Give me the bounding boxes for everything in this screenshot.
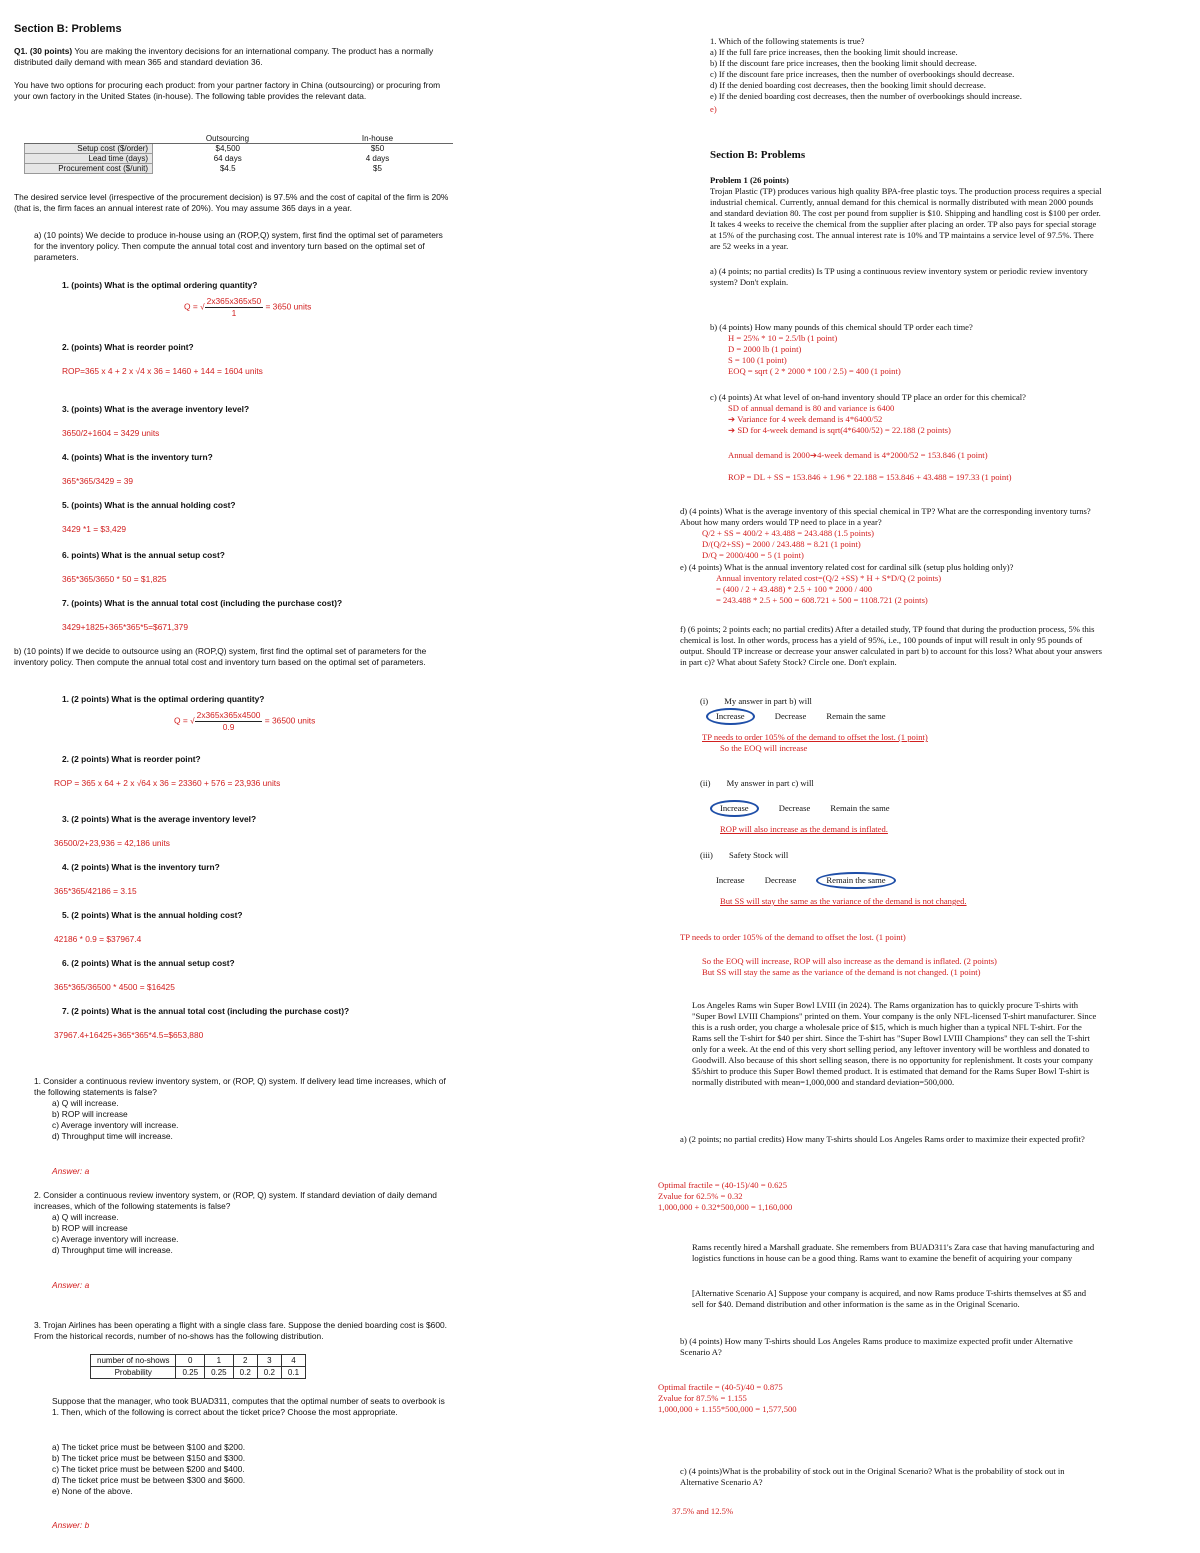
answer-line: So the EOQ will increase [720,743,808,753]
part-c-answer [728,403,951,436]
part-c-answer-3: ROP = DL + SS = 153.846 + 1.96 * 22.188 = 153.846 + 43.488 = 197.33 (1 point) [728,472,1012,482]
fi-choice-increase[interactable]: Increase [706,708,755,725]
part-f-summary-2 [702,956,997,978]
a1-numerator: 2x365x365x50 [206,296,262,306]
list-item: c) Average inventory will increase. [52,1234,179,1244]
a6-answer: 365*365/3650 * 50 = $1,825 [62,574,167,584]
a1-result: = 3650 units [265,301,312,312]
answer-line: ➔ Variance for 4 week demand is 4*6400/52 [728,414,883,424]
table-cell: 4 days [365,154,390,163]
a6-question: 6. points) What is the annual setup cost? [62,550,225,560]
a3-question: 3. (points) What is the average inventory level? [62,404,250,414]
a2-question: 2. (points) What is reorder point? [62,342,194,352]
table-cell: Setup cost ($/order) [25,144,153,154]
rams-part-c-answer: 37.5% and 12.5% [672,1506,734,1516]
fi-choices [706,708,904,725]
table-cell: 2 [233,1355,257,1367]
answer-line: Annual inventory related cost=(Q/2 +SS) * H + S*D/Q (2 points) [716,573,942,583]
fi-choice-remain[interactable]: Remain the same [826,711,886,721]
tf-question-title: 1. Which of the following statements is true? [710,36,865,46]
fii-choice-remain[interactable]: Remain the same [830,803,890,813]
service-level-text: The desired service level (irrespective of the procurement decision) is 97.5% and the cost of capital of the firm is 20% (that is, the firm faces an annual interest rate of 20%). You may assume 365 days in a year. [14,192,449,213]
answer-line: 1,000,000 + 1.155*500,000 = 1,577,500 [658,1404,797,1414]
table-cell: Lead time (days) [25,154,153,164]
part-a-text: a) (10 points) We decide to produce in-house using an (ROP,Q) system, first find the optimal set of parameters for the inventory policy. Then compute the annual total cost and inventory turn based on the optimal set of parameters. [34,230,443,262]
b3-question: 3. (2 points) What is the average inventory level? [62,814,257,824]
list-item: d) Throughput time will increase. [52,1245,173,1255]
part-b-text: b) (10 points) If we decide to outsource using an (ROP,Q) system, first find the optimal set of parameters for the inventory policy. Then compute the annual total cost and inventory turn based on the optimal set of parameters. [14,646,427,667]
marshall-text: Rams recently hired a Marshall graduate. She remembers from BUAD311's Zara case that having manufacturing and logistics functions in house can be a good thing. Rams want to examine the benefit of acquiring your company [692,1242,1095,1263]
list-item: c) If the discount fare price increases, then the number of overbookings should decrease. [710,69,1015,79]
table-cell: 0.25 [176,1367,205,1379]
list-item: b) ROP will increase [52,1223,128,1233]
part-c-answer-2: Annual demand is 2000➔4-week demand is 4*2000/52 = 153.846 (1 point) [728,450,988,460]
table-cell: 64 days [213,154,242,163]
rams-part-c: c) (4 points)What is the probability of stock out in the Original Scenario? What is the probability of stock out in Alternative Scenario A? [680,1466,1065,1487]
table-cell: number of no-shows [91,1355,176,1367]
alt-scenario-text: [Alternative Scenario A] Suppose your company is acquired, and now Rams produce T-shirts themselves at $5 and sell for $40. Demand distribution and other information is the same as in the Original Scenario. [692,1288,1087,1309]
fiii-choice-increase[interactable]: Increase [716,875,745,885]
table-cell: $4,500 [215,144,240,154]
list-item: b) ROP will increase [52,1109,128,1119]
list-item: e) If the denied boarding cost decreases, then the number of overbookings should increase. [710,91,1022,101]
part-e-answer [716,573,941,606]
fi-question: My answer in part b) will [724,696,812,706]
fiii-answer: But SS will stay the same as the variance of the demand is not changed. [720,896,967,906]
table-cell: Procurement cost ($/unit) [25,164,153,174]
problem1-part-e: e) (4 points) What is the annual inventory related cost for cardinal silk (setup plus holding only)? [680,562,1014,572]
b2-answer: ROP = 365 x 64 + 2 x √64 x 36 = 23360 + 576 = 23,936 units [54,778,281,788]
problem1-part-a: a) (4 points; no partial credits) Is TP using a continuous review inventory system or periodic review inventory system? Don't explain. [710,266,1088,287]
answer-line: = 243.488 * 2.5 + 500 = 608.721 + 500 = 1108.721 (2 points) [716,595,928,605]
b1-numerator: 2x365x365x4500 [196,710,261,720]
problem1-part-f: f) (6 points; 2 points each; no partial credits) After a detailed study, TP found that during the production process, 5% this chemical is lost. In other words, process has a yield of 95%, i.e., 100 pounds of input will result in only 95 pounds of output. Should TP increase or decrease your answer calculated in part b) to account for this loss? What about your answers in part c)? What about Safety Stock? Circle one. Don't explain. [680,624,1103,667]
rams-part-b: b) (4 points) How many T-shirts should Los Angeles Rams produce to maximize expected profit under Alternative Scenario A? [680,1336,1073,1357]
b2-question: 2. (2 points) What is reorder point? [62,754,201,764]
answer-line: EOQ = sqrt ( 2 * 2000 * 100 / 2.5) = 400 (1 point) [728,366,901,376]
table-cell: $5 [373,164,382,173]
table-header: Outsourcing [153,134,303,144]
b3-answer: 36500/2+23,936 = 42,186 units [54,838,170,848]
answer-line: Optimal fractile = (40-5)/40 = 0.875 [658,1382,783,1392]
q1-options-text: You have two options for procuring each product: from your partner factory in China (outsourcing) or procuring from your own factory in the United States (in-house). The following table provides the relevant data. [14,80,441,101]
b6-answer: 365*365/36500 * 4500 = $16425 [54,982,175,992]
answer-line: But SS will stay the same as the variance of the demand is not changed. (1 point) [702,967,981,977]
fi-answer [702,732,928,754]
mc3-question: 3. Trojan Airlines has been operating a flight with a single class fare. Suppose the denied boarding cost is $600. From the historical records, number of no-shows has the following distribution. [34,1320,447,1341]
b4-answer: 365*365/42186 = 3.15 [54,886,137,896]
a4-answer: 365*365/3429 = 39 [62,476,134,486]
fiii-label: (iii) [700,850,713,860]
list-item: c) Average inventory will increase. [52,1120,179,1130]
fii-answer: ROP will also increase as the demand is inflated. [720,824,888,834]
b1-result: = 36500 units [264,715,316,726]
a7-question: 7. (points) What is the annual total cost (including the purchase cost)? [62,598,343,608]
a2-answer: ROP=365 x 4 + 2 x √4 x 36 = 1460 + 144 = 1604 units [62,366,263,376]
right-section-title: Section B: Problems [710,149,806,161]
table-header [25,134,153,144]
answer-line: ➔ SD for 4-week demand is sqrt(4*6400/52) = 22.188 (2 points) [728,425,951,435]
list-item: a) Q will increase. [52,1212,119,1222]
a1-formula: Q = √ $\frac{2x365x365x50}{1}$ = 3650 units [184,296,312,318]
a3-answer: 3650/2+1604 = 3429 units [62,428,160,438]
q1-intro [14,46,454,68]
list-item: d) The ticket price must be between $300 and $600. [52,1475,246,1485]
list-item: d) Throughput time will increase. [52,1131,173,1141]
a1-denominator: 1 [231,308,237,318]
a7-answer: 3429+1825+365*365*5=$671,379 [62,622,188,632]
mc3-answer: Answer: b [52,1520,90,1530]
b4-question: 4. (2 points) What is the inventory turn? [62,862,220,872]
table-cell: 0 [176,1355,205,1367]
mc2-question: 2. Consider a continuous review inventory system, or (ROP, Q) system. If standard deviation of daily demand increases, which of the following statements is false? [34,1190,437,1211]
b1-question: 1. (2 points) What is the optimal ordering quantity? [62,694,265,704]
answer-line: SD of annual demand is 80 and variance is 6400 [728,403,895,413]
rams-part-a: a) (2 points; no partial credits) How many T-shirts should Los Angeles Rams order to maximize their expected profit? [680,1134,1085,1144]
part-d-answer [702,528,874,561]
list-item: b) If the discount fare price increases, then the booking limit should decrease. [710,58,977,68]
part-f-ii [700,778,814,789]
table-row [25,154,453,164]
answer-line: 1,000,000 + 0.32*500,000 = 1,160,000 [658,1202,793,1212]
q1-intro-text: You are making the inventory decisions for an international company. The product has a normally distributed daily demand with mean 365 and standard deviation 36. [14,46,434,67]
tf-options [710,47,1100,102]
b1-formula: Q = √ $\frac{2x365x365x4500}{0.9}$ = 36500 units [174,710,316,732]
answer-line: Q/2 + SS = 400/2 + 43.488 = 243.488 (1.5 points) [702,528,874,538]
fiii-choice-remain[interactable]: Remain the same [816,872,895,889]
problem1-part-c: c) (4 points) At what level of on-hand inventory should TP place an order for this chemical? [710,392,1026,402]
part-f-i [700,696,812,707]
fii-question: My answer in part c) will [726,778,814,788]
a4-question: 4. (points) What is the inventory turn? [62,452,213,462]
fii-choice-decrease[interactable]: Decrease [778,803,811,813]
fiii-choice-decrease[interactable]: Decrease [764,875,797,885]
left-section-title: Section B: Problems [14,23,122,35]
problem1-part-b: b) (4 points) How many pounds of this chemical should TP order each time? [710,322,973,332]
mc3-text: Suppose that the manager, who took BUAD311, computes that the optimal number of seats to overbook is 1. Then, which of the following is correct about the ticket price? Choose the most appropriate. [52,1396,445,1417]
answer-line: TP needs to order 105% of the demand to offset the lost. (1 point) [702,732,928,742]
table-cell: 0.2 [257,1367,281,1379]
procurement-table [24,134,453,174]
fii-label: (ii) [700,778,711,788]
table-cell: 1 [205,1355,234,1367]
problem1-title: Problem 1 (26 points) [710,175,789,185]
part-f-iii [700,850,788,861]
answer-line: = (400 / 2 + 43.488) * 2.5 + 100 * 2000 / 400 [716,584,873,594]
answer-line: H = 25% * 10 = 2.5/lb (1 point) [728,333,838,343]
tf-answer: e) [710,104,717,114]
answer-line: So the EOQ will increase, ROP will also increase as the demand is inflated. (2 points) [702,956,997,966]
table-cell: $4.5 [219,164,236,173]
a5-answer: 3429 *1 = $3,429 [62,524,127,534]
list-item: d) If the denied boarding cost decreases, then the booking limit should decrease. [710,80,986,90]
table-cell: 4 [281,1355,305,1367]
fi-choice-decrease[interactable]: Decrease [774,711,807,721]
answer-line: TP needs to order 105% of the demand to offset the lost. (1 point) [680,932,906,942]
b6-question: 6. (2 points) What is the annual setup cost? [62,958,235,968]
table-row [91,1367,306,1379]
list-item: e) None of the above. [52,1486,133,1496]
list-item: c) The ticket price must be between $200 and $400. [52,1464,245,1474]
answer-line: Zvalue for 87.5% = 1.155 [658,1393,747,1403]
mc1-question: 1. Consider a continuous review inventory system, or (ROP, Q) system. If delivery lead time increases, which of the following statements is false? [34,1076,446,1097]
list-item: a) The ticket price must be between $100 and $200. [52,1442,246,1452]
table-cell: 0.1 [281,1367,305,1379]
fiii-choices [716,872,914,889]
mc1-options [52,1098,178,1142]
rams-scenario-text: Los Angeles Rams win Super Bowl LVIII (in 2024). The Rams organization has to quickly procure T-shirts with "Super Bowl LVIII Champions" printed on them. Your company is the only NFL-licensed T-shirt manufacturer. Since this is a rush order, you charge a wholesale price of $15, which is much higher than a typical NFL T-shirt. For the Rams sell the T-shirt for $40 per shirt. Since the T-shirt has "Super Bowl LVIII Champions" they can sell the T-shirt only for a week. At the end of this very short selling period, any leftover inventory will be worthless and donated to Goodwill. Also because of this short selling season, there is no opportunity for replenishment. It costs your company $5/shirt to produce this Super Bowl themed product. It is estimated that demand for the Rams Super Bowl T-shirt is normally distributed with mean=1,000,000 and standard deviation=500,000. [692,1000,1097,1087]
part-f-summary [680,932,906,943]
list-item: a) If the full fare price increases, then the booking limit should increase. [710,47,958,57]
fi-label: (i) [700,696,709,706]
table-row [25,164,453,174]
table-header: In-house [303,134,453,144]
table-cell: 0.25 [205,1367,234,1379]
mc3-options [52,1442,245,1497]
answer-line: D/(Q/2+SS) = 2000 / 243.488 = 8.21 (1 point) [702,539,861,549]
a1-question: 1. (points) What is the optimal ordering quantity? [62,280,258,290]
answer-line: D = 2000 lb (1 point) [728,344,802,354]
rams-part-b-answer [658,1382,797,1415]
fii-choices [710,800,908,817]
list-item: a) Q will increase. [52,1098,119,1108]
answer-line: S = 100 (1 point) [728,355,787,365]
mc2-answer: Answer: a [52,1280,90,1290]
table-cell: 0.2 [233,1367,257,1379]
mc2-options [52,1212,178,1256]
b1-denominator: 0.9 [222,722,235,732]
problem1-text: Trojan Plastic (TP) produces various high quality BPA-free plastic toys. The production process requires a special industrial chemical. Currently, annual demand for this chemical is normally distributed with mean 2000 pounds and standard deviation 80. The cost per pound from supplier is $10. Shipping and handling cost is $100 per order. It takes 4 weeks to receive the chemical from the supplier after placing an order. TP also pays for special storage at 15% of the purchasing cost. The annual interest rate is 10% and TP maintains a service level of 97.5%. There are 52 weeks in a year. [710,186,1102,251]
part-b-answer [728,333,901,377]
list-item: b) The ticket price must be between $150 and $300. [52,1453,246,1463]
b5-answer: 42186 * 0.9 = $37967.4 [54,934,142,944]
b7-question: 7. (2 points) What is the annual total cost (including the purchase cost)? [62,1006,350,1016]
fii-choice-increase[interactable]: Increase [710,800,759,817]
table-cell: 3 [257,1355,281,1367]
problem1-part-d: d) (4 points) What is the average inventory of this special chemical in TP? What are the corresponding inventory turns? About how many orders would TP need to place in a year? [680,506,1091,527]
table-row [25,144,453,154]
table-cell: $50 [370,144,385,154]
b5-question: 5. (2 points) What is the annual holding cost? [62,910,243,920]
answer-line: D/Q = 2000/400 = 5 (1 point) [702,550,804,560]
rams-part-a-answer [658,1180,792,1213]
answer-line: Zvalue for 62.5% = 0.32 [658,1191,743,1201]
mc1-answer: Answer: a [52,1166,90,1176]
fiii-question: Safety Stock will [729,850,789,860]
answer-line: Optimal fractile = (40-15)/40 = 0.625 [658,1180,788,1190]
q1-label: Q1. (30 points) [14,46,73,56]
no-show-table [90,1354,306,1379]
b7-answer: 37967.4+16425+365*365*4.5=$653,880 [54,1030,204,1040]
a5-question: 5. (points) What is the annual holding cost? [62,500,236,510]
table-cell: Probability [91,1367,176,1379]
table-row [91,1355,306,1367]
